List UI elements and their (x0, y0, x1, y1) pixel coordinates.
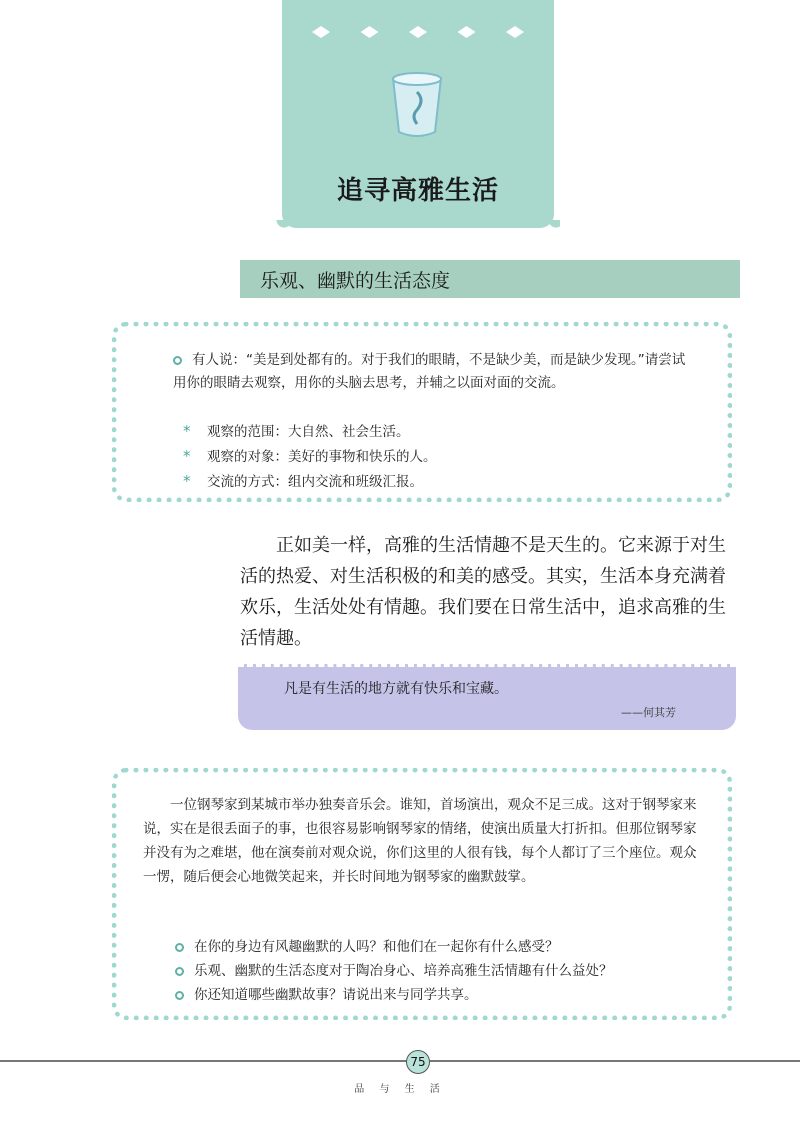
star-icon: * (183, 472, 191, 490)
diamond-icon (312, 26, 330, 38)
footer-text: 品 与 生 活 (354, 1084, 446, 1095)
activity-list (183, 419, 437, 494)
body-paragraph: 正如美一样，高雅的生活情趣不是天生的。它来源于对生活的热爱、对生活积极的和美的感受。其实，生活本身充满着欢乐，生活处处有情趣。我们要在日常生活中，追求高雅的生活情趣。 (240, 535, 726, 649)
quote-box (238, 664, 736, 730)
star-icon: * (183, 447, 191, 465)
list-item: * 观察的对象：美好的事物和快乐的人。 (183, 444, 437, 469)
list-item: * 交流的方式：组内交流和班级汇报。 (183, 469, 437, 494)
question-list (175, 935, 613, 1007)
list-item: 在你的身边有风趣幽默的人吗？和他们在一起你有什么感受？ (175, 935, 613, 959)
list-item: * 观察的范围：大自然、社会生活。 (183, 419, 437, 444)
star-icon: * (183, 422, 191, 440)
story-box (112, 768, 732, 1020)
circle-bullet-icon (175, 967, 184, 976)
section-header (240, 260, 740, 298)
page-number: 75 (406, 1050, 430, 1074)
list-item: 你还知道哪些幽默故事？请说出来与同学共享。 (175, 983, 613, 1007)
story-text: 一位钢琴家到某城市举办独奏音乐会。谁知，首场演出，观众不足三成。这对于钢琴家来说，实在是很丢面子的事，也很容易影响钢琴家的情绪，使演出质量大打折扣。但那位钢琴家并没有为之难堪，他在演奏前对观众说，你们这里的人很有钱，每个人都订了三个座位。观众一愣，随后便会心地微笑起来，并长时间地为钢琴家的幽默鼓掌。 (143, 797, 697, 885)
diamond-icon (506, 26, 524, 38)
circle-bullet-icon (175, 943, 184, 952)
quote-text: 凡是有生活的地方就有快乐和宝藏。 (284, 681, 508, 697)
circle-bullet-icon (173, 356, 182, 365)
quote-author: ——何其芳 (621, 706, 676, 719)
banner-decoration (312, 26, 524, 38)
activity-box (112, 322, 732, 502)
cup-icon (387, 70, 447, 140)
activity-intro: 有人说：“美是到处都有的。对于我们的眼睛，不是缺少美，而是缺少发现。”请尝试用你的眼睛去观察，用你的头脑去思考，并辅之以面对面的交流。 (173, 352, 686, 391)
diamond-icon (361, 26, 379, 38)
diamond-icon (409, 26, 427, 38)
section-title: 乐观、幽默的生活态度 (260, 269, 451, 292)
circle-bullet-icon (175, 991, 184, 1000)
diamond-icon (458, 26, 476, 38)
title-banner (282, 0, 554, 228)
page-title: 追寻高雅生活 (336, 176, 499, 206)
footer-divider (0, 1060, 800, 1062)
list-item: 乐观、幽默的生活态度对于陶冶身心、培养高雅生活情趣有什么益处？ (175, 959, 613, 983)
